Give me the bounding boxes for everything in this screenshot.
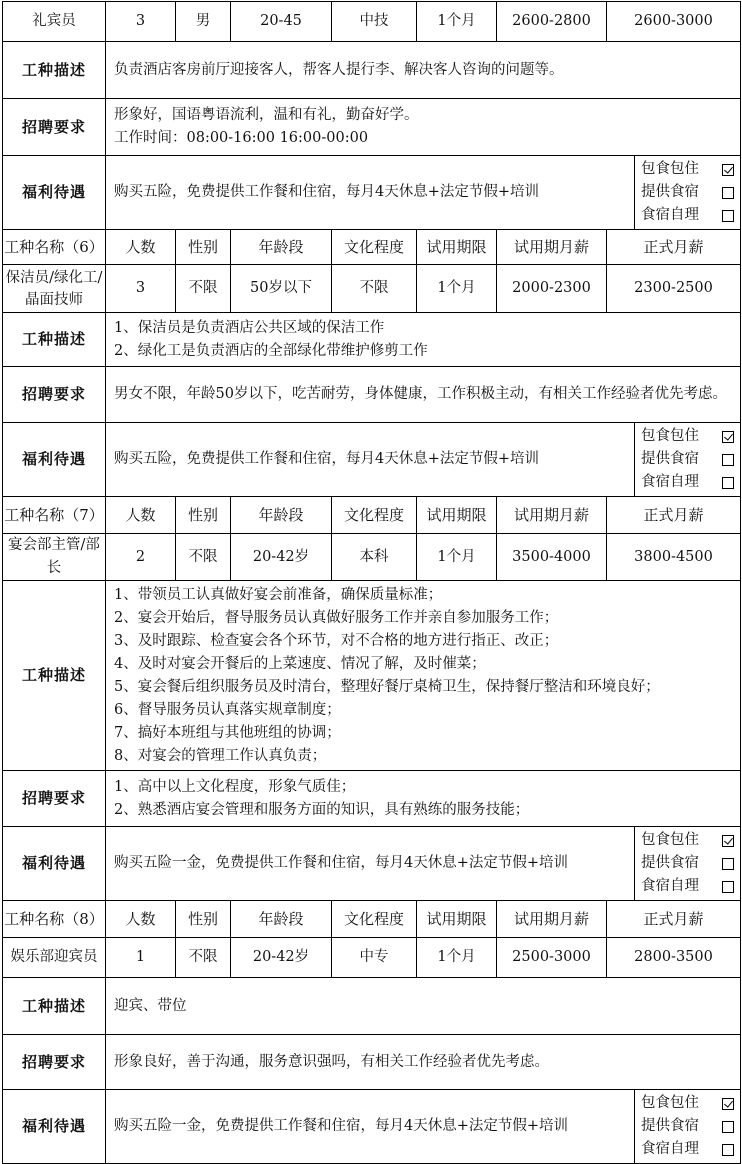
gender: 不限	[176, 265, 231, 313]
col-header-count: 人数	[106, 901, 176, 938]
desc-label: 工种描述	[3, 313, 106, 367]
option-meals-provided[interactable]: 提供食宿	[641, 448, 734, 471]
job-row-5	[3, 2, 741, 42]
col-header-age: 年龄段	[231, 901, 332, 938]
job-requirements	[106, 99, 741, 156]
header-row-7	[3, 497, 741, 534]
education: 中专	[332, 938, 417, 978]
option-self-arranged[interactable]: 食宿自理	[641, 1138, 734, 1161]
desc-line: 6、督导服务员认真落实规章制度；	[114, 701, 341, 718]
req-line: 1、高中以上文化程度，形象气质佳；	[114, 778, 356, 795]
probation-period: 1个月	[417, 534, 497, 581]
col-header-probation-salary: 试用期月薪	[497, 230, 607, 265]
desc-row-8	[3, 978, 741, 1035]
gender: 不限	[176, 938, 231, 978]
regular-salary: 3800-4500	[607, 534, 741, 581]
benefit-cell	[106, 423, 741, 497]
regular-salary: 2600-3000	[607, 2, 741, 42]
checked-checkbox-icon[interactable]	[722, 164, 734, 176]
benefit-label: 福利待遇	[3, 156, 106, 230]
checked-checkbox-icon[interactable]	[722, 431, 734, 443]
job-row-7	[3, 534, 741, 581]
benefit-label: 福利待遇	[3, 423, 106, 497]
option-full-board[interactable]: 包食包住	[641, 425, 734, 448]
option-full-board[interactable]: 包食包住	[641, 1092, 734, 1115]
desc-line: 7、搞好本班组与其他班组的协调；	[114, 724, 341, 741]
job-row-6	[3, 265, 741, 313]
req-label: 招聘要求	[3, 771, 106, 827]
col-header-job: 工种名称（6）	[3, 230, 106, 265]
option-full-board[interactable]: 包食包住	[641, 158, 734, 181]
accommodation-options	[634, 423, 740, 496]
education: 不限	[332, 265, 417, 313]
education: 本科	[332, 534, 417, 581]
desc-line: 2、宴会开始后，督导服务员认真做好服务工作并亲自参加服务工作；	[114, 609, 559, 626]
benefit-row-8	[3, 1090, 741, 1164]
option-full-board[interactable]: 包食包住	[641, 829, 734, 852]
education: 中技	[332, 2, 417, 42]
col-header-education: 文化程度	[332, 497, 417, 534]
job-description	[106, 581, 741, 771]
checked-checkbox-icon[interactable]	[722, 835, 734, 847]
desc-row-6	[3, 313, 741, 367]
req-label: 招聘要求	[3, 99, 106, 156]
header-row-8	[3, 901, 741, 938]
desc-line: 5、宴会餐后组织服务员及时清台，整理好餐厅桌椅卫生，保持餐厅整洁和环境良好；	[114, 678, 660, 695]
empty-checkbox-icon[interactable]	[722, 858, 734, 870]
recruitment-table	[2, 1, 741, 1164]
col-header-education: 文化程度	[332, 901, 417, 938]
desc-label: 工种描述	[3, 42, 106, 99]
headcount: 2	[106, 534, 176, 581]
req-row-8	[3, 1035, 741, 1090]
col-header-probation: 试用期限	[417, 901, 497, 938]
gender: 男	[176, 2, 231, 42]
benefit-row-6	[3, 423, 741, 497]
req-line: 工作时间：08:00-16:00 16:00-00:00	[114, 130, 369, 146]
recruitment-document	[2, 1, 741, 1164]
headcount: 3	[106, 265, 176, 313]
probation-salary: 2600-2800	[497, 2, 607, 42]
col-header-regular-salary: 正式月薪	[607, 497, 741, 534]
req-line: 形象好，国语粤语流利，温和有礼，勤奋好学。	[114, 107, 419, 123]
desc-line: 1、保洁员是负责酒店公共区域的保洁工作	[114, 319, 385, 336]
option-meals-provided[interactable]: 提供食宿	[641, 181, 734, 204]
desc-line: 2、绿化工是负责酒店的全部绿化带维护修剪工作	[114, 342, 428, 359]
req-row-7	[3, 771, 741, 827]
regular-salary: 2300-2500	[607, 265, 741, 313]
col-header-job: 工种名称（7）	[3, 497, 106, 534]
col-header-count: 人数	[106, 230, 176, 265]
col-header-probation-salary: 试用期月薪	[497, 901, 607, 938]
empty-checkbox-icon[interactable]	[722, 1121, 734, 1133]
option-self-arranged[interactable]: 食宿自理	[641, 875, 734, 898]
job-name: 娱乐部迎宾员	[3, 938, 106, 978]
col-header-age: 年龄段	[231, 230, 332, 265]
probation-period: 1个月	[417, 938, 497, 978]
checked-checkbox-icon[interactable]	[722, 1098, 734, 1110]
job-description	[106, 42, 741, 99]
desc-line: 3、及时跟踪、检查宴会各个环节，对不合格的地方进行指正、改正；	[114, 632, 559, 649]
job-row-8	[3, 938, 741, 978]
col-header-gender: 性别	[176, 230, 231, 265]
req-row-6	[3, 367, 741, 423]
probation-salary: 3500-4000	[497, 534, 607, 581]
header-row-6	[3, 230, 741, 265]
probation-salary: 2000-2300	[497, 265, 607, 313]
age-range: 20-42岁	[231, 938, 332, 978]
option-meals-provided[interactable]: 提供食宿	[641, 852, 734, 875]
option-meals-provided[interactable]: 提供食宿	[641, 1115, 734, 1138]
benefit-label: 福利待遇	[3, 1090, 106, 1164]
accommodation-options	[634, 1090, 740, 1163]
col-header-probation: 试用期限	[417, 230, 497, 265]
col-header-job: 工种名称（8）	[3, 901, 106, 938]
benefit-text: 购买五险一金，免费提供工作餐和住宿，每月4天休息+法定节假+培训	[114, 1118, 569, 1134]
col-header-age: 年龄段	[231, 497, 332, 534]
col-header-probation-salary: 试用期月薪	[497, 497, 607, 534]
job-name: 礼宾员	[3, 2, 106, 42]
benefit-text: 购买五险一金，免费提供工作餐和住宿，每月4天休息+法定节假+培训	[114, 855, 569, 871]
probation-period: 1个月	[417, 2, 497, 42]
desc-label: 工种描述	[3, 978, 106, 1035]
empty-checkbox-icon[interactable]	[722, 454, 734, 466]
job-requirements: 男女不限，年龄50岁以下，吃苦耐劳，身体健康，工作积极主动，有相关工作经验者优先考虑。	[106, 367, 741, 423]
age-range: 20-42岁	[231, 534, 332, 581]
benefit-text: 购买五险，免费提供工作餐和住宿，每月4天休息+法定节假+培训	[114, 451, 540, 467]
headcount: 3	[106, 2, 176, 42]
desc-label: 工种描述	[3, 581, 106, 771]
benefit-label: 福利待遇	[3, 827, 106, 901]
req-label: 招聘要求	[3, 1035, 106, 1090]
option-self-arranged[interactable]: 食宿自理	[641, 471, 734, 494]
desc-line: 1、带领员工认真做好宴会前准备，确保质量标准；	[114, 586, 443, 603]
req-label: 招聘要求	[3, 367, 106, 423]
benefit-cell	[106, 827, 741, 901]
age-range: 50岁以下	[231, 265, 332, 313]
col-header-regular-salary: 正式月薪	[607, 901, 741, 938]
req-row-5	[3, 99, 741, 156]
col-header-gender: 性别	[176, 497, 231, 534]
desc-line: 负责酒店客房前厅迎接客人，帮客人提行李、解决客人咨询的问题等。	[114, 61, 564, 78]
empty-checkbox-icon[interactable]	[722, 477, 734, 489]
gender: 不限	[176, 534, 231, 581]
age-range: 20-45	[231, 2, 332, 42]
job-description	[106, 313, 741, 367]
empty-checkbox-icon[interactable]	[722, 1144, 734, 1156]
desc-row-5	[3, 42, 741, 99]
empty-checkbox-icon[interactable]	[722, 187, 734, 199]
empty-checkbox-icon[interactable]	[722, 210, 734, 222]
col-header-gender: 性别	[176, 901, 231, 938]
desc-line: 4、及时对宴会开餐后的上菜速度、情况了解，及时催菜；	[114, 655, 486, 672]
req-line: 2、熟悉酒店宴会管理和服务方面的知识，具有熟练的服务技能；	[114, 801, 530, 818]
job-requirements	[106, 1035, 741, 1090]
col-header-probation: 试用期限	[417, 497, 497, 534]
desc-line: 8、对宴会的管理工作认真负责；	[114, 747, 327, 764]
option-self-arranged[interactable]: 食宿自理	[641, 204, 734, 227]
headcount: 1	[106, 938, 176, 978]
benefit-row-7	[3, 827, 741, 901]
empty-checkbox-icon[interactable]	[722, 881, 734, 893]
req-line: 形象良好，善于沟通，服务意识强吗，有相关工作经验者优先考虑。	[114, 1053, 549, 1070]
regular-salary: 2800-3500	[607, 938, 741, 978]
desc-line: 迎宾、带位	[114, 997, 187, 1014]
job-name: 宴会部主管/部长	[3, 534, 106, 581]
benefit-cell	[106, 156, 741, 230]
col-header-regular-salary: 正式月薪	[607, 230, 741, 265]
benefit-cell	[106, 1090, 741, 1164]
accommodation-options	[634, 827, 740, 900]
col-header-education: 文化程度	[332, 230, 417, 265]
benefit-row-5	[3, 156, 741, 230]
job-name: 保洁员/绿化工/晶面技师	[3, 265, 106, 313]
accommodation-options	[634, 156, 740, 229]
job-requirements	[106, 771, 741, 827]
benefit-text: 购买五险，免费提供工作餐和住宿，每月4天休息+法定节假+培训	[114, 184, 540, 200]
probation-period: 1个月	[417, 265, 497, 313]
probation-salary: 2500-3000	[497, 938, 607, 978]
col-header-count: 人数	[106, 497, 176, 534]
job-description	[106, 978, 741, 1035]
desc-row-7	[3, 581, 741, 771]
